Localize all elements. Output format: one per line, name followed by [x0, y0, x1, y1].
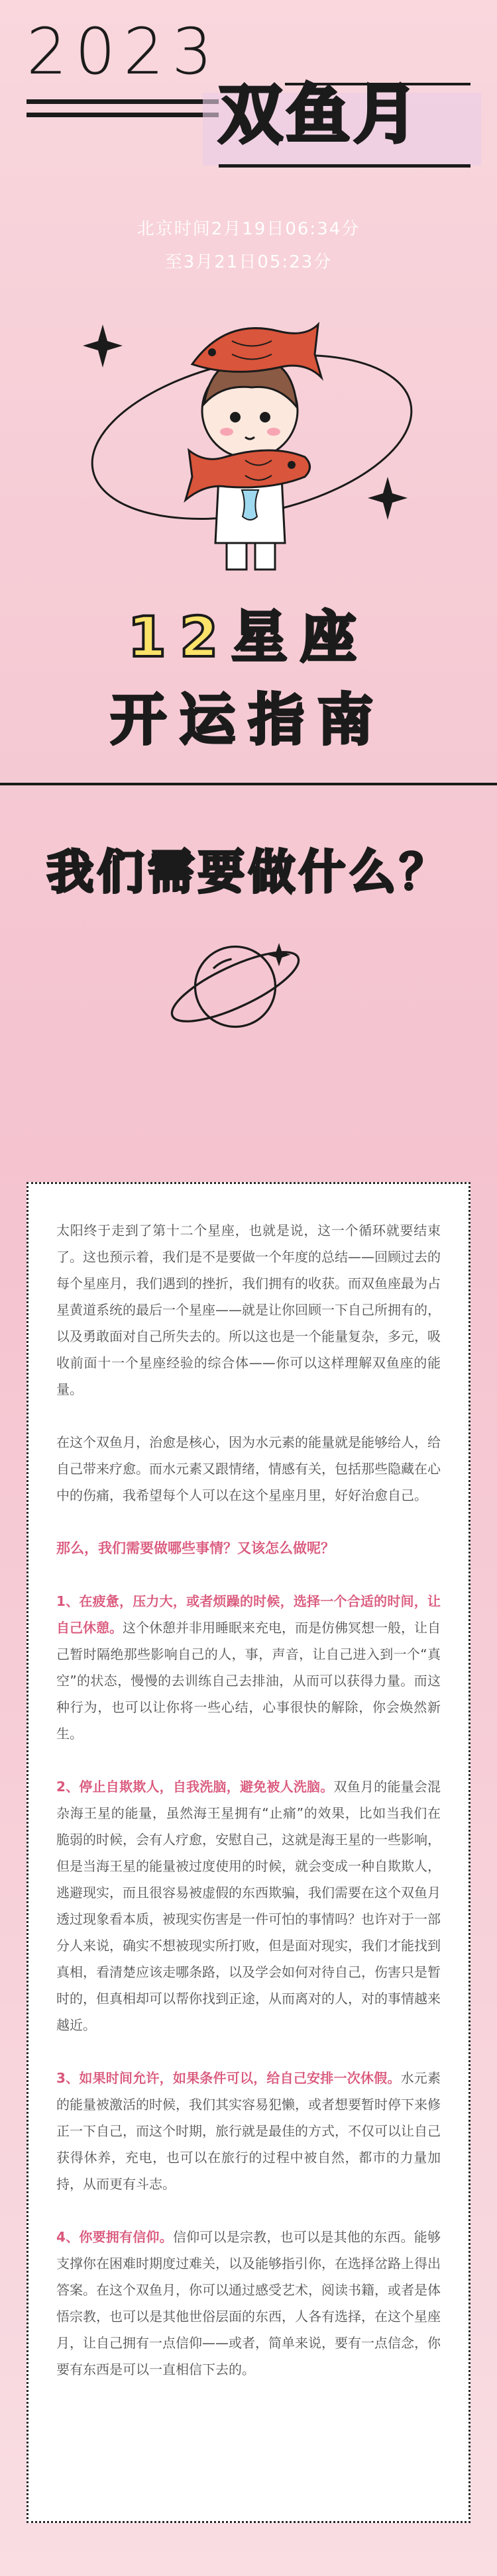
- content-subtitle: 那么，我们需要做哪些事情？又该怎么做呢？: [56, 1540, 335, 1556]
- pisces-illustration: [53, 278, 444, 589]
- list-item-text: 这个休憩并非用睡眠来充电，而是仿佛冥想一般，让自己暂时隔绝那些影响自己的人，事，声音，让自己进入到一个“真空”的状态，慢慢的去训练自己去排油，从而可以获得力量。而这种行为，也可以让你将一些心结，心事很快的解除，你会焕然新生。: [56, 1620, 441, 1742]
- year-heading: 2023: [27, 15, 221, 89]
- list-item: [56, 2224, 441, 2383]
- section-divider: [0, 783, 497, 785]
- question-heading: 我们需要做什么？: [47, 845, 450, 899]
- banner-line-1: 12星座: [127, 605, 370, 669]
- fish-icon: [192, 324, 321, 377]
- list-item-text: 水元素的能量被激活的时候，我们其实容易犯懒，或者想要暂时停下来修正一下自己，而这个时期，旅行就是最佳的方式，不仅可以让自己获得休养，充电，也可以在旅行的过程中被自然，都市的力量加持，从而更有斗志。: [56, 2070, 441, 2192]
- intro-paragraph-1: 太阳终于走到了第十二个星座，也就是说，这一个循环就要结束了。这也预示着，我们是不是要做一个年度的总结——回顾过去的每个星座月，我们遇到的挫折，我们拥有的收获。而双鱼座最为占星黄道系统的最后一个星座——就是让你回顾一下自己所拥有的，以及勇敢面对自己所失去的。所以这也是一个能量复杂，多元，吸收前面十一个星座经验的综合体——你可以这样理解双鱼座的能量。: [56, 1222, 441, 1397]
- list-item-highlight: 1、在疲惫，压力大，或者烦躁的时候，选择一个合适的时间，让自己休憩。: [56, 1593, 441, 1636]
- list-item: [56, 2065, 441, 2197]
- list-item-highlight: 3、如果时间允许，如果条件可以，给自己安排一次休假。: [56, 2070, 401, 2086]
- content-card: [27, 1182, 470, 2523]
- header-bar-left-top: [27, 99, 219, 104]
- page-title: 双鱼月: [219, 77, 421, 152]
- list-item-highlight: 4、你要拥有信仰。: [56, 2229, 173, 2245]
- list-item-highlight: 2、停止自欺欺人，自我洗脑，避免被人洗脑。: [56, 1779, 334, 1795]
- list-item-text: 信仰可以是宗教，也可以是其他的东西。能够支撑你在困难时期度过难关，以及能够指引你，在选择岔路上得出答案。在这个双鱼月，你可以通过感受艺术，阅读书籍，或者是体悟宗教，也可以是其他世俗层面的东西，人各有选择，在这个星座月，让自己拥有一点信仰——或者，简单来说，要有一点信念，你要有东西是可以一直相信下去的。: [56, 2229, 441, 2377]
- title-underline: [219, 164, 470, 168]
- list-item: [56, 1588, 441, 1747]
- sparkle-icon: [368, 477, 408, 520]
- list-item-text: 双鱼月的能量会混杂海王星的能量，虽然海王星拥有“止痛”的效果，比如当我们在脆弱的时候，会有人疗愈，安慰自己，这就是海王星的一些影响，但是当海王星的能量被过度使用的时候，就会变成一种自欺欺人，逃避现实，而且很容易被虚假的东西欺骗，我们需要在这个双鱼月透过现象看本质，被现实伤害是一件可怕的事情吗？也许对于一部分人来说，确实不想被现实所打败，但是面对现实，我们才能找到真相，看清楚应该走哪条路，以及学会如何对待自己，伤害只是暂时的，但真相却可以帮你找到正途，从而离对的人，对的事情越来越近。: [56, 1779, 441, 2033]
- header-bar-left-bottom: [27, 113, 219, 117]
- planet-icon: [162, 914, 308, 1060]
- intro-paragraph-2: 在这个双鱼月，治愈是核心，因为水元素的能量就是能够给人，给自己带来疗愈。而水元素又跟情绪，情感有关，包括那些隐藏在心中的伤痛，我希望每个人可以在这个星座月里，好好治愈自己。: [56, 1434, 441, 1503]
- banner-line-2: 开运指南: [110, 687, 386, 752]
- sparkle-icon: [83, 324, 123, 368]
- time-range-end: 至3月21日05:23分: [164, 252, 333, 272]
- list-item: [56, 1773, 441, 2038]
- time-range-start: 北京时间2月19日06:34分: [137, 219, 360, 239]
